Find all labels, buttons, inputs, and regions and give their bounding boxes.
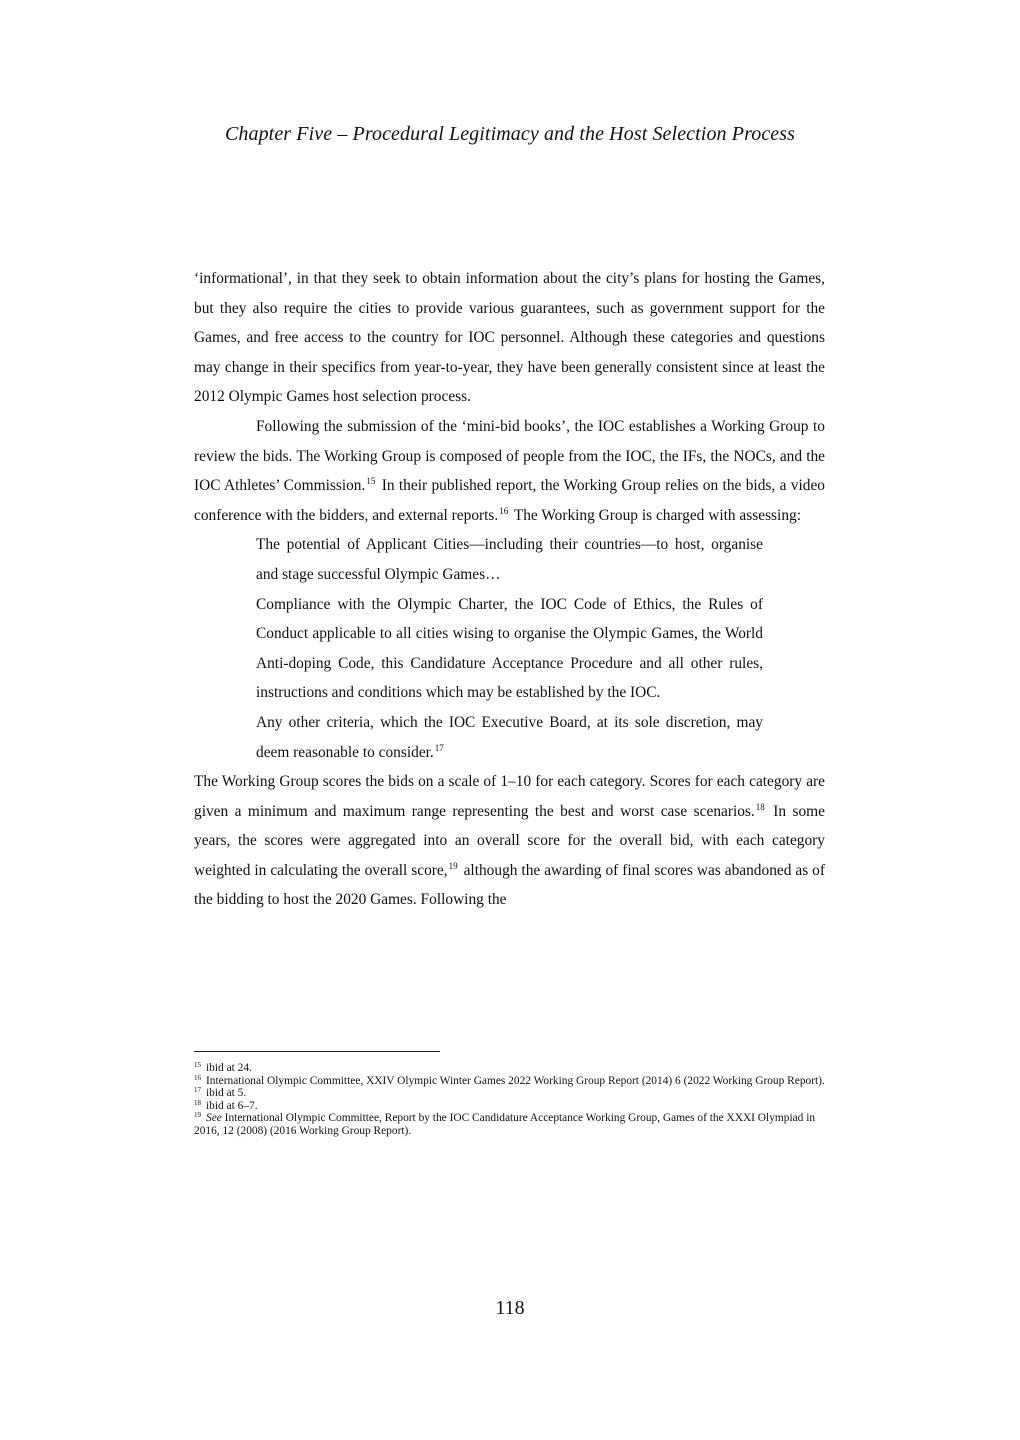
footnote-ref-16[interactable]: 16 — [499, 505, 509, 516]
footnote-19 — [194, 1112, 825, 1137]
footnote-signal: See — [206, 1112, 222, 1125]
paragraph-1: ‘informational’, in that they seek to obtain information about the city’s plans for hosting the Games, but they also require the cities to provide various guarantees, such as government support for the Games, and free access to the country for IOC personnel. Although these categories and questions may change in their specifics from year-to-year, they have been generally consistent since at least the 2012 Olympic Games host selection process. — [194, 270, 825, 406]
footnote-text: International Olympic Committee, XXIV Olympic Winter Games 2022 Working Group Report (2014) 6 (2022 Working Group Report). — [206, 1074, 825, 1087]
footnote-text: ibid at 5. — [206, 1087, 247, 1100]
footnote-number: 19 — [194, 1111, 201, 1120]
footnote-number: 18 — [194, 1098, 201, 1107]
running-header: Chapter Five – Procedural Legitimacy and the Host Selection Process — [224, 123, 796, 145]
footnote-text: ibid at 6–7. — [206, 1099, 258, 1112]
paragraph-2 — [194, 412, 825, 530]
footnote-16 — [194, 1075, 825, 1088]
footnote-number: 15 — [194, 1061, 201, 1069]
footnote-ref-19[interactable]: 19 — [448, 860, 458, 871]
block-quote — [256, 530, 763, 767]
footnote-separator — [194, 1051, 440, 1052]
page-number: 118 — [495, 1297, 525, 1319]
footnote-ref-18[interactable]: 18 — [755, 801, 765, 812]
footnote-ref-17[interactable]: 17 — [434, 742, 444, 753]
quote-item-3 — [256, 708, 763, 767]
footnote-15 — [194, 1062, 825, 1075]
footnote-text: ibid at 24. — [206, 1062, 252, 1074]
footnote-number: 16 — [194, 1073, 201, 1082]
footnote-17 — [194, 1087, 825, 1100]
paragraph-2-text-b: In their published report, the Working Group relies on the bids, a video conference with the bidders, and external reports. — [194, 477, 825, 524]
footnote-number: 17 — [194, 1086, 201, 1095]
footnote-ref-15[interactable]: 15 — [366, 476, 376, 487]
footnotes — [194, 1062, 825, 1138]
paragraph-2-text-a: Following the submission of the ‘mini-bid books’, the IOC establishes a Working Group to review the bids. The Working Group is composed of people from the IOC, the IFs, the NOCs, and the IOC Athletes’ Commission. — [194, 417, 825, 495]
paragraph-3 — [194, 767, 825, 915]
quote-item-1: The potential of Applicant Cities—including their countries—to host, organise and stage successful Olympic Games… — [256, 536, 763, 583]
quote-item-3-text: Any other criteria, which the IOC Executive Board, at its sole discretion, may deem reasonable to consider. — [256, 713, 763, 761]
paragraph-3-text-b: In some years, the scores were aggregated into an overall score for the overall bid, with each category weighted in calculating the overall score, — [194, 802, 825, 879]
footnote-text: International Olympic Committee, Report by the IOC Candidature Acceptance Working Group, Games of the XXXI Olympiad in 2016, 12 (2008) (2016 Working Group Report). — [194, 1112, 816, 1137]
paragraph-3-text-a: The Working Group scores the bids on a scale of 1–10 for each category. Scores for each category are given a minimum and maximum range representing the best and worst case scenarios. — [194, 773, 825, 820]
quote-item-2: Compliance with the Olympic Charter, the IOC Code of Ethics, the Rules of Conduct applicable to all cities wising to organise the Olympic Games, the World Anti-doping Code, this Candidature Acceptance Procedure and all other rules, instructions and conditions which may be established by the IOC. — [256, 595, 763, 702]
main-text — [194, 264, 825, 915]
paragraph-3-text-c: although the awarding of final scores was abandoned as of the bidding to host the 2020 Games. Following the — [194, 861, 825, 909]
footnote-18 — [194, 1100, 825, 1113]
paragraph-2-text-c: The Working Group is charged with assessing: — [510, 506, 801, 524]
